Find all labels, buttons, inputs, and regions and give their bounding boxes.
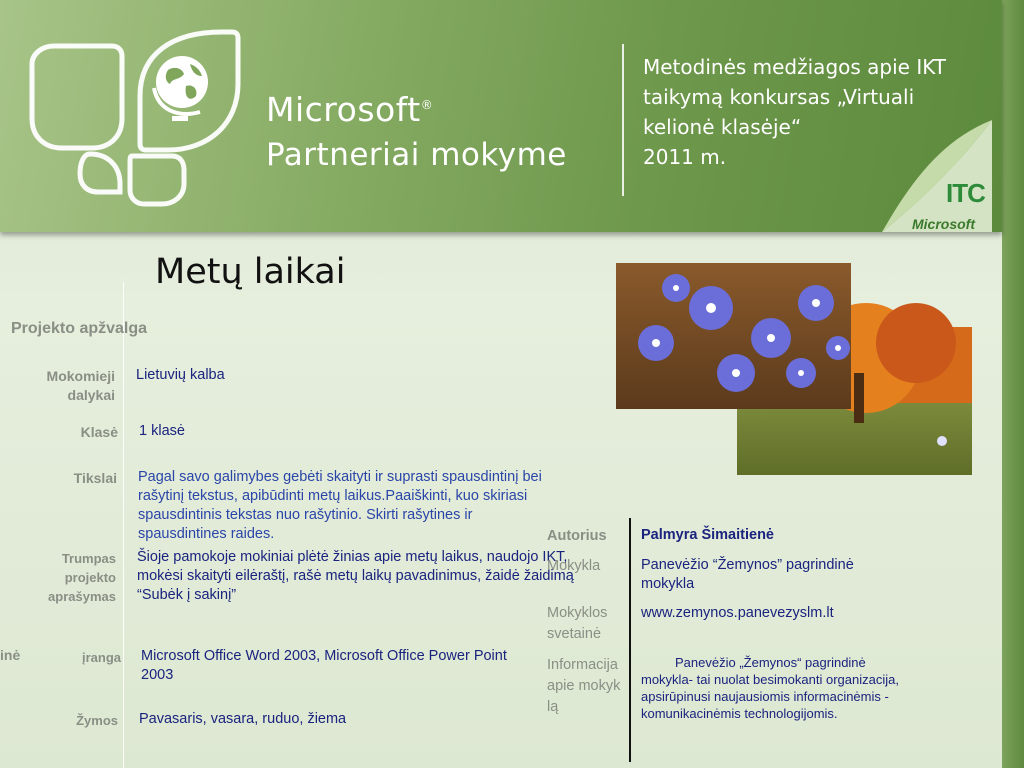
left-divider [123,282,124,768]
grade-value: 1 klasė [139,423,185,439]
globe-icon [154,56,208,121]
cut-label: inė [0,647,21,663]
section-heading: Projekto apžvalga [11,320,148,337]
partners-leaf-logo [22,24,252,214]
tags-value: Pavasaris, vasara, ruduo, žiema [139,711,347,727]
microsoft-small-logo: Microsoft [912,216,975,232]
website-label: Mokyklos svetainė [547,605,608,642]
header-banner [0,0,1002,232]
itc-logo: ITC [946,178,985,208]
spring-flowers-photo [616,263,851,409]
goal-value: Pagal savo galimybes gebėti skaityti ir suprasti spausdintinį bei rašytinį tekstus, apibūdinti metų laikus.Paaiškinti, kuo skiriasi spausdintinis tekstas nuo rašytinio. Skirti rašytines ir spausdintines raides. [138,469,542,542]
brand-microsoft: Microsoft® [266,90,434,129]
brand-partners: Partneriai mokyme [266,137,567,173]
tags-label: Žymos [76,713,118,728]
about-label: Informacija apie mokyklą [547,657,621,715]
goal-label: Tikslai [73,470,117,486]
summary-label: Trumpas projekto aprašymas [48,551,116,604]
grade-label: Klasė [80,424,118,440]
equipment-label: įranga [81,650,121,665]
author-divider [629,518,631,762]
author-label: Autorius [547,528,607,544]
equipment-value: Microsoft Office Word 2003, Microsoft Office Power Point 2003 [141,648,507,683]
summary-value: Šioje pamokoje mokiniai plėtė žinias apie metų laikus, naudojo IKT, mokėsi skaityti eilėraštį, rašė metų laikų pavadinimus, žaidė žaidimą “Subėk į sakinį” [137,549,574,603]
subjects-label: Mokomieji dalykai [46,368,115,403]
page-title: Metų laikai [155,252,346,292]
school-label: Mokykla [547,558,601,574]
banner-divider [622,44,624,196]
right-edge-strip [1002,0,1024,768]
seasons-photos [616,263,972,475]
school-value: Panevėžio “Žemynos” pagrindinė mokykla [641,557,854,592]
about-value: Panevėžio „Žemynos“ pagrindinė mokykla- tai nuolat besimokanti organizacija, apsirūpinusi naujausiomis informacinėmis - komunikacinėmis technologijomis. [641,655,899,721]
website-link[interactable]: www.zemynos.panevezyslm.lt [641,605,834,621]
subjects-value: Lietuvių kalba [136,367,225,383]
contest-title: Metodinės medžiagos apie IKT taikymą konkursas „Virtuali kelionė klasėje“ 2011 m. [643,55,946,169]
author-value: Palmyra Šimaitienė [641,527,774,543]
